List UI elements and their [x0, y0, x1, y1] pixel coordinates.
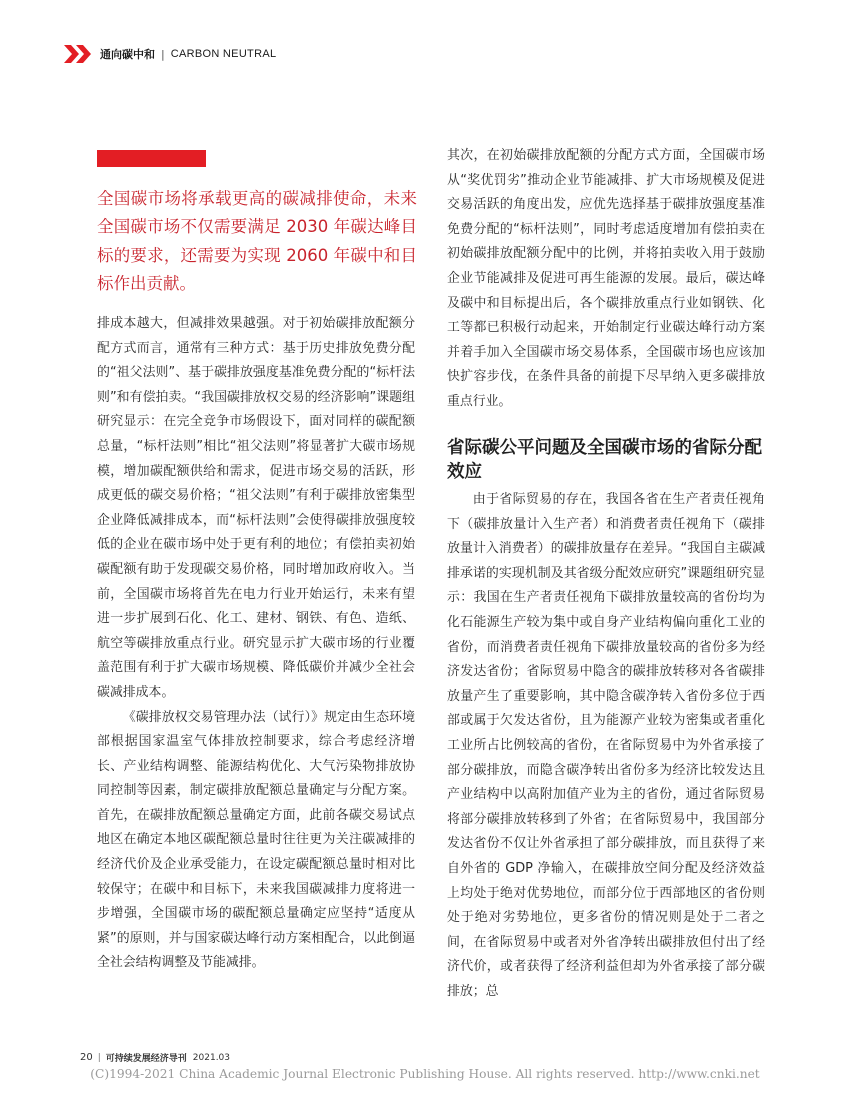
- journal-name: 可持续发展经济导刊: [105, 1054, 187, 1064]
- running-header: [64, 44, 276, 64]
- header-section-en: CARBON NEUTRAL: [170, 48, 277, 60]
- copyright-notice: (C)1994-2021 China Academic Journal Electronic Publishing House. All rights reserved. http://www.cnki.net: [90, 1067, 760, 1081]
- issue-date: 2021.03: [192, 1052, 231, 1063]
- left-column: [97, 312, 415, 976]
- right-column-bottom: [447, 488, 765, 1004]
- page-footer: [80, 1051, 230, 1064]
- right-paragraph-2: 由于省际贸易的存在，我国各省在生产者责任视角下（碳排放量计入生产者）和消费者责任视角下（碳排放量计入消费者）的碳排放量存在差异。“我国自主碳减排承诺的实现机制及其省级分配效应研究”课题组研究显示：我国在生产者责任视角下碳排放量较高的省份均为化石能源生产较为集中或自身产业结构偏向重化工业的省份，而消费者责任视角下碳排放量较高的省份多为经济发达省份；省际贸易中隐含的碳排放转移对各省碳排放量产生了重要影响，其中隐含碳净转入省份多位于西部或属于欠发达省份，且为能源产业较为密集或者重化工业所占比例较高的省份，在省际贸易中为外省承接了部分碳排放，而隐含碳净转出省份多为经济比较发达且产业结构中以高附加值产业为主的省份，通过省际贸易将部分碳排放转移到了外省；在省际贸易中，我国部分发达省份不仅让外省承担了部分碳排放，而且获得了来自外省的 GDP 净输入，在碳排放空间分配及经济效益上均处于绝对优势地位，而部分位于西部地区的省份则处于绝对劣势地位，更多省份的情况则是处于二者之间，在省际贸易中或者对外省净转出碳排放但付出了经济代价，或者获得了经济利益但却为外省承接了部分碳排放；总: [447, 492, 765, 999]
- left-paragraph-1: 排成本越大，但减排效果越强。对于初始碳排放配额分配方式而言，通常有三种方式：基于历史排放免费分配的“祖父法则”、基于碳排放强度基准免费分配的“标杆法则”和有偿拍卖。“我国碳排放权交易的经济影响”课题组研究显示：在完全竞争市场假设下，面对同样的碳配额总量，“标杆法则”相比“祖父法则”将显著扩大碳市场规模，增加碳配额供给和需求，促进市场交易的活跃，形成更低的碳交易价格；“祖父法则”有利于碳排放密集型企业降低减排成本，而“标杆法则”会使得碳排放强度较低的企业在碳市场中处于更有利的地位；有偿拍卖初始碳配额有助于发现碳交易价格，同时增加政府收入。当前，全国碳市场将首先在电力行业开始运行，未来有望进一步扩展到石化、化工、建材、钢铁、有色、造纸、航空等碳排放重点行业。研究显示扩大碳市场的行业覆盖范围有利于扩大碳市场规模、降低碳价并减少全社会碳减排成本。: [97, 316, 415, 700]
- right-column-top: [447, 144, 765, 415]
- right-paragraph-1: 其次，在初始碳排放配额的分配方式方面，全国碳市场从“奖优罚劣”推动企业节能减排、扩大市场规模及促进交易活跃的角度出发，应优先选择基于碳排放强度基准免费分配的“标杆法则”，同时考虑适度增加有偿拍卖在初始碳排放配额分配中的比例，并将拍卖收入用于鼓励企业节能减排及促进可再生能源的发展。最后，碳达峰及碳中和目标提出后，各个碳排放重点行业如钢铁、化工等都已积极行动起来，开始制定行业碳达峰行动方案并着手加入全国碳市场交易体系，全国碳市场也应该加快扩容步伐，在条件具备的前提下尽早纳入更多碳排放重点行业。: [447, 148, 765, 409]
- page-number: 20: [80, 1052, 93, 1063]
- section-heading: 省际碳公平问题及全国碳市场的省际分配效应: [447, 438, 762, 482]
- pull-quote: 全国碳市场将承载更高的碳减排使命，未来全国碳市场不仅需要满足 2030 年碳达峰目标的要求，还需要为实现 2060 年碳中和目标作出贡献。: [97, 189, 417, 293]
- footer-separator: |: [97, 1052, 101, 1063]
- header-separator: |: [161, 47, 165, 61]
- pull-quote-accent-bar: [97, 150, 206, 167]
- double-chevron-right-icon: [64, 44, 94, 64]
- left-paragraph-2: 《碳排放权交易管理办法（试行）》规定由生态环境部根据国家温室气体排放控制要求，综合考虑经济增长、产业结构调整、能源结构优化、大气污染物排放协同控制等因素，制定碳排放配额总量确定与分配方案。首先，在碳排放配额总量确定方面，此前各碳交易试点地区在确定本地区碳配额总量时往往更为关注碳减排的经济代价及企业承受能力，在设定碳配额总量时相对比较保守；在碳中和目标下，未来我国碳减排力度将进一步增强，全国碳市场的碳配额总量确定应坚持“适度从紧”的原则，并与国家碳达峰行动方案相配合，以此倒逼全社会结构调整及节能减排。: [97, 709, 415, 971]
- header-section-cn: 通向碳中和: [100, 48, 155, 61]
